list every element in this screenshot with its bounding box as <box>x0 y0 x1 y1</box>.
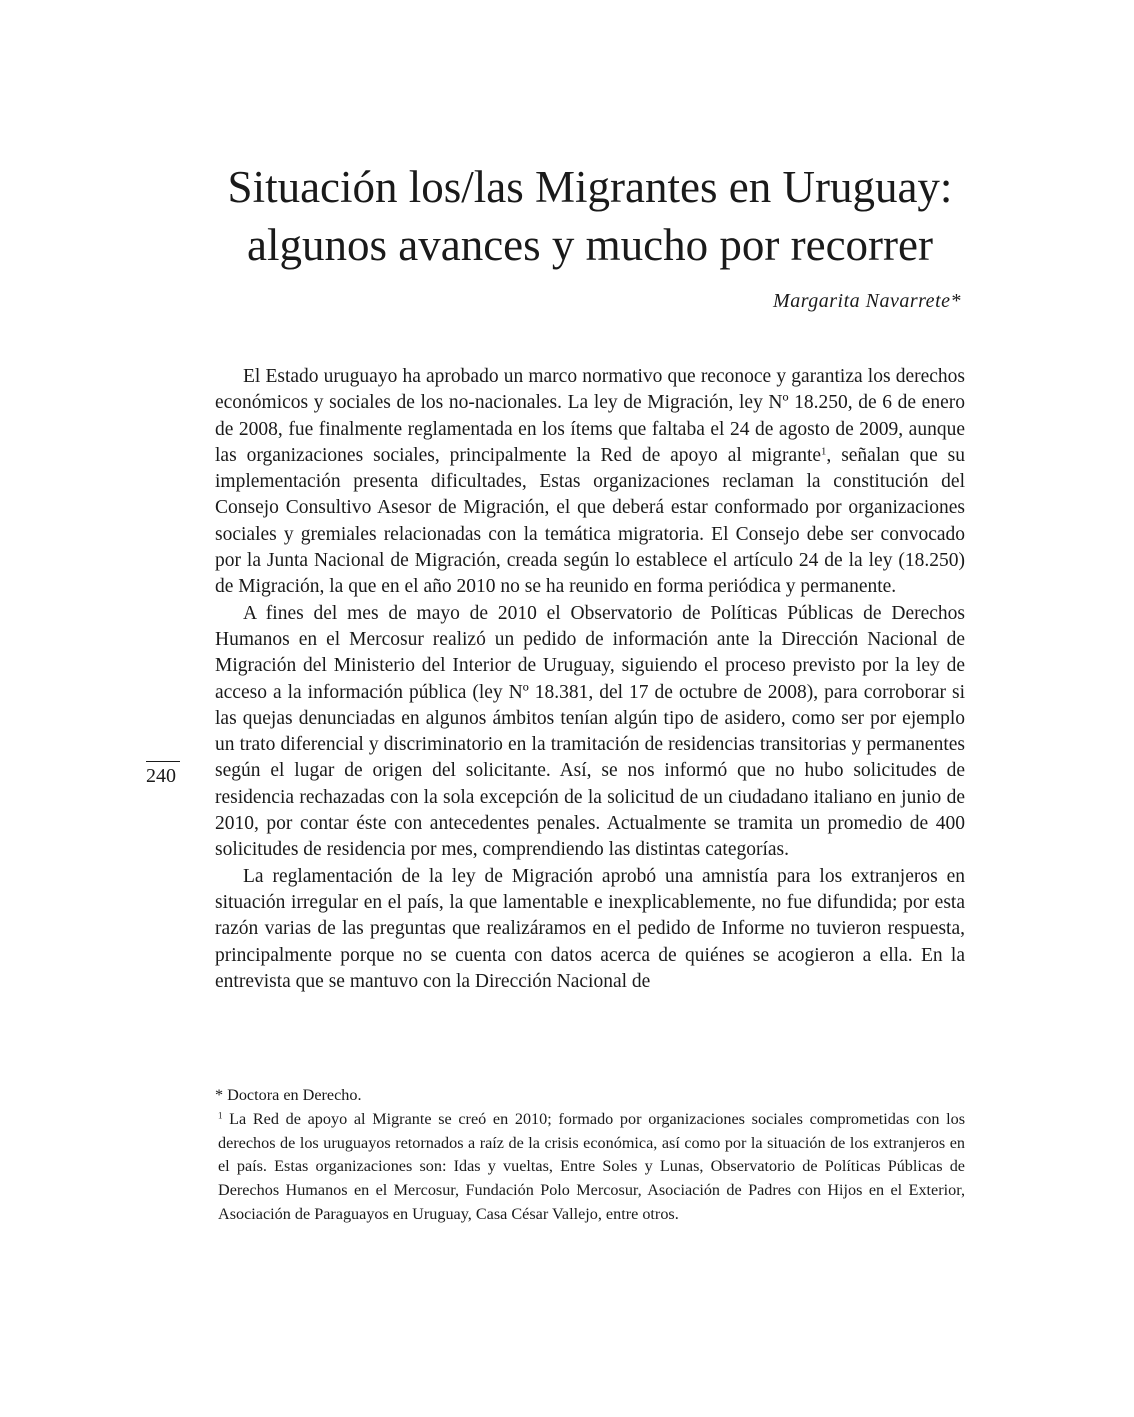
article-title-line-1: Situación los/las Migrantes en Uruguay: <box>227 162 953 212</box>
author-byline: Margarita Navarrete* <box>773 290 961 312</box>
paragraph-1-text-a: El Estado uruguayo ha aprobado un marco normativo que reconoce y garantiza los derechos económicos y sociales de los no-nacionales. La ley de Migración, ley Nº 18.250, de 6 de enero de 2008, fue finalmente reglamentada en los ítems que faltaba el 24 de agosto de 2009, aunque las organizaciones sociales, principalmente la Red de apoyo al migrante <box>215 366 965 466</box>
paragraph-2: A fines del mes de mayo de 2010 el Observatorio de Políticas Públicas de Derechos Humanos en el Mercosur realizó un pedido de información ante la Dirección Nacional de Migración del Ministerio del Interior de Uruguay, siguiendo el proceso previsto por la ley de acceso a la información pública (ley Nº 18.381, del 17 de octubre de 2008), para corroborar si las quejas denunciadas en algunos ámbitos tenían algún tipo de asidero, como ser por ejemplo un trato diferencial y discriminatorio en la tramitación de residencias transitorias y permanentes según el lugar de origen del solicitante. Así, se nos informó que no hubo solicitudes de residencia rechazadas con la sola excepción de la solicitud de un ciudadano italiano en junio de 2010, por contar éste con antecedentes penales. Actualmente se tramita un promedio de 400 solicitudes de residencia por mes, comprendiendo las distintas categorías. <box>215 602 965 861</box>
footnote-author: * Doctora en Derecho. <box>215 1086 362 1104</box>
article-body <box>215 364 965 995</box>
footnotes <box>215 1084 965 1227</box>
paragraph-1 <box>215 364 965 601</box>
article-title <box>150 158 1030 274</box>
article-title-line-2: algunos avances y mucho por recorrer <box>247 220 933 270</box>
footnote-reference-1: 1 <box>821 445 827 458</box>
paragraph-3: La reglamentación de la ley de Migración aprobó una amnistía para los extranjeros en situación irregular en el país, la que lamentable e inexplicablemente, no fue difundida; por esta razón varias de las preguntas que realizáramos en el pedido de Informe no tuvieron respuesta, principalmente porque no se cuenta con datos acerca de quiénes se acogieron a ella. En la entrevista que se mantuvo con la Dirección Nacional de <box>215 865 965 992</box>
footnote-1-text: La Red de apoyo al Migrante se creó en 2010; formado por organizaciones sociales comprometidas con los derechos de los uruguayos retornados a raíz de la crisis económica, así como por la situación de los extranjeros en el país. Estas organizaciones son: Idas y vueltas, Entre Soles y Lunas, Observatorio de Políticas Públicas de Derechos Humanos en el Mercosur, Fundación Polo Mercosur, Asociación de Padres con Hijos en el Exterior, Asociación de Paraguayos en Uruguay, Casa César Vallejo, entre otros. <box>218 1109 965 1223</box>
paragraph-1-text-b: , señalan que su implementación presenta dificultades, Estas organizaciones reclaman la constitución del Consejo Consultivo Asesor de Migración, el que deberá estar conformado por organizaciones sociales y gremiales relacionadas con la temática migratoria. El Consejo debe ser convocado por la Junta Nacional de Migración, creada según lo establece el artículo 24 de la ley (18.250) de Migración, la que en el año 2010 no se ha reunido en forma periódica y permanente. <box>215 444 965 598</box>
footnote-1 <box>215 1108 965 1227</box>
page-number-rule <box>146 761 180 762</box>
page-number: 240 <box>146 765 176 787</box>
footnote-1-marker: 1 <box>218 1110 223 1121</box>
